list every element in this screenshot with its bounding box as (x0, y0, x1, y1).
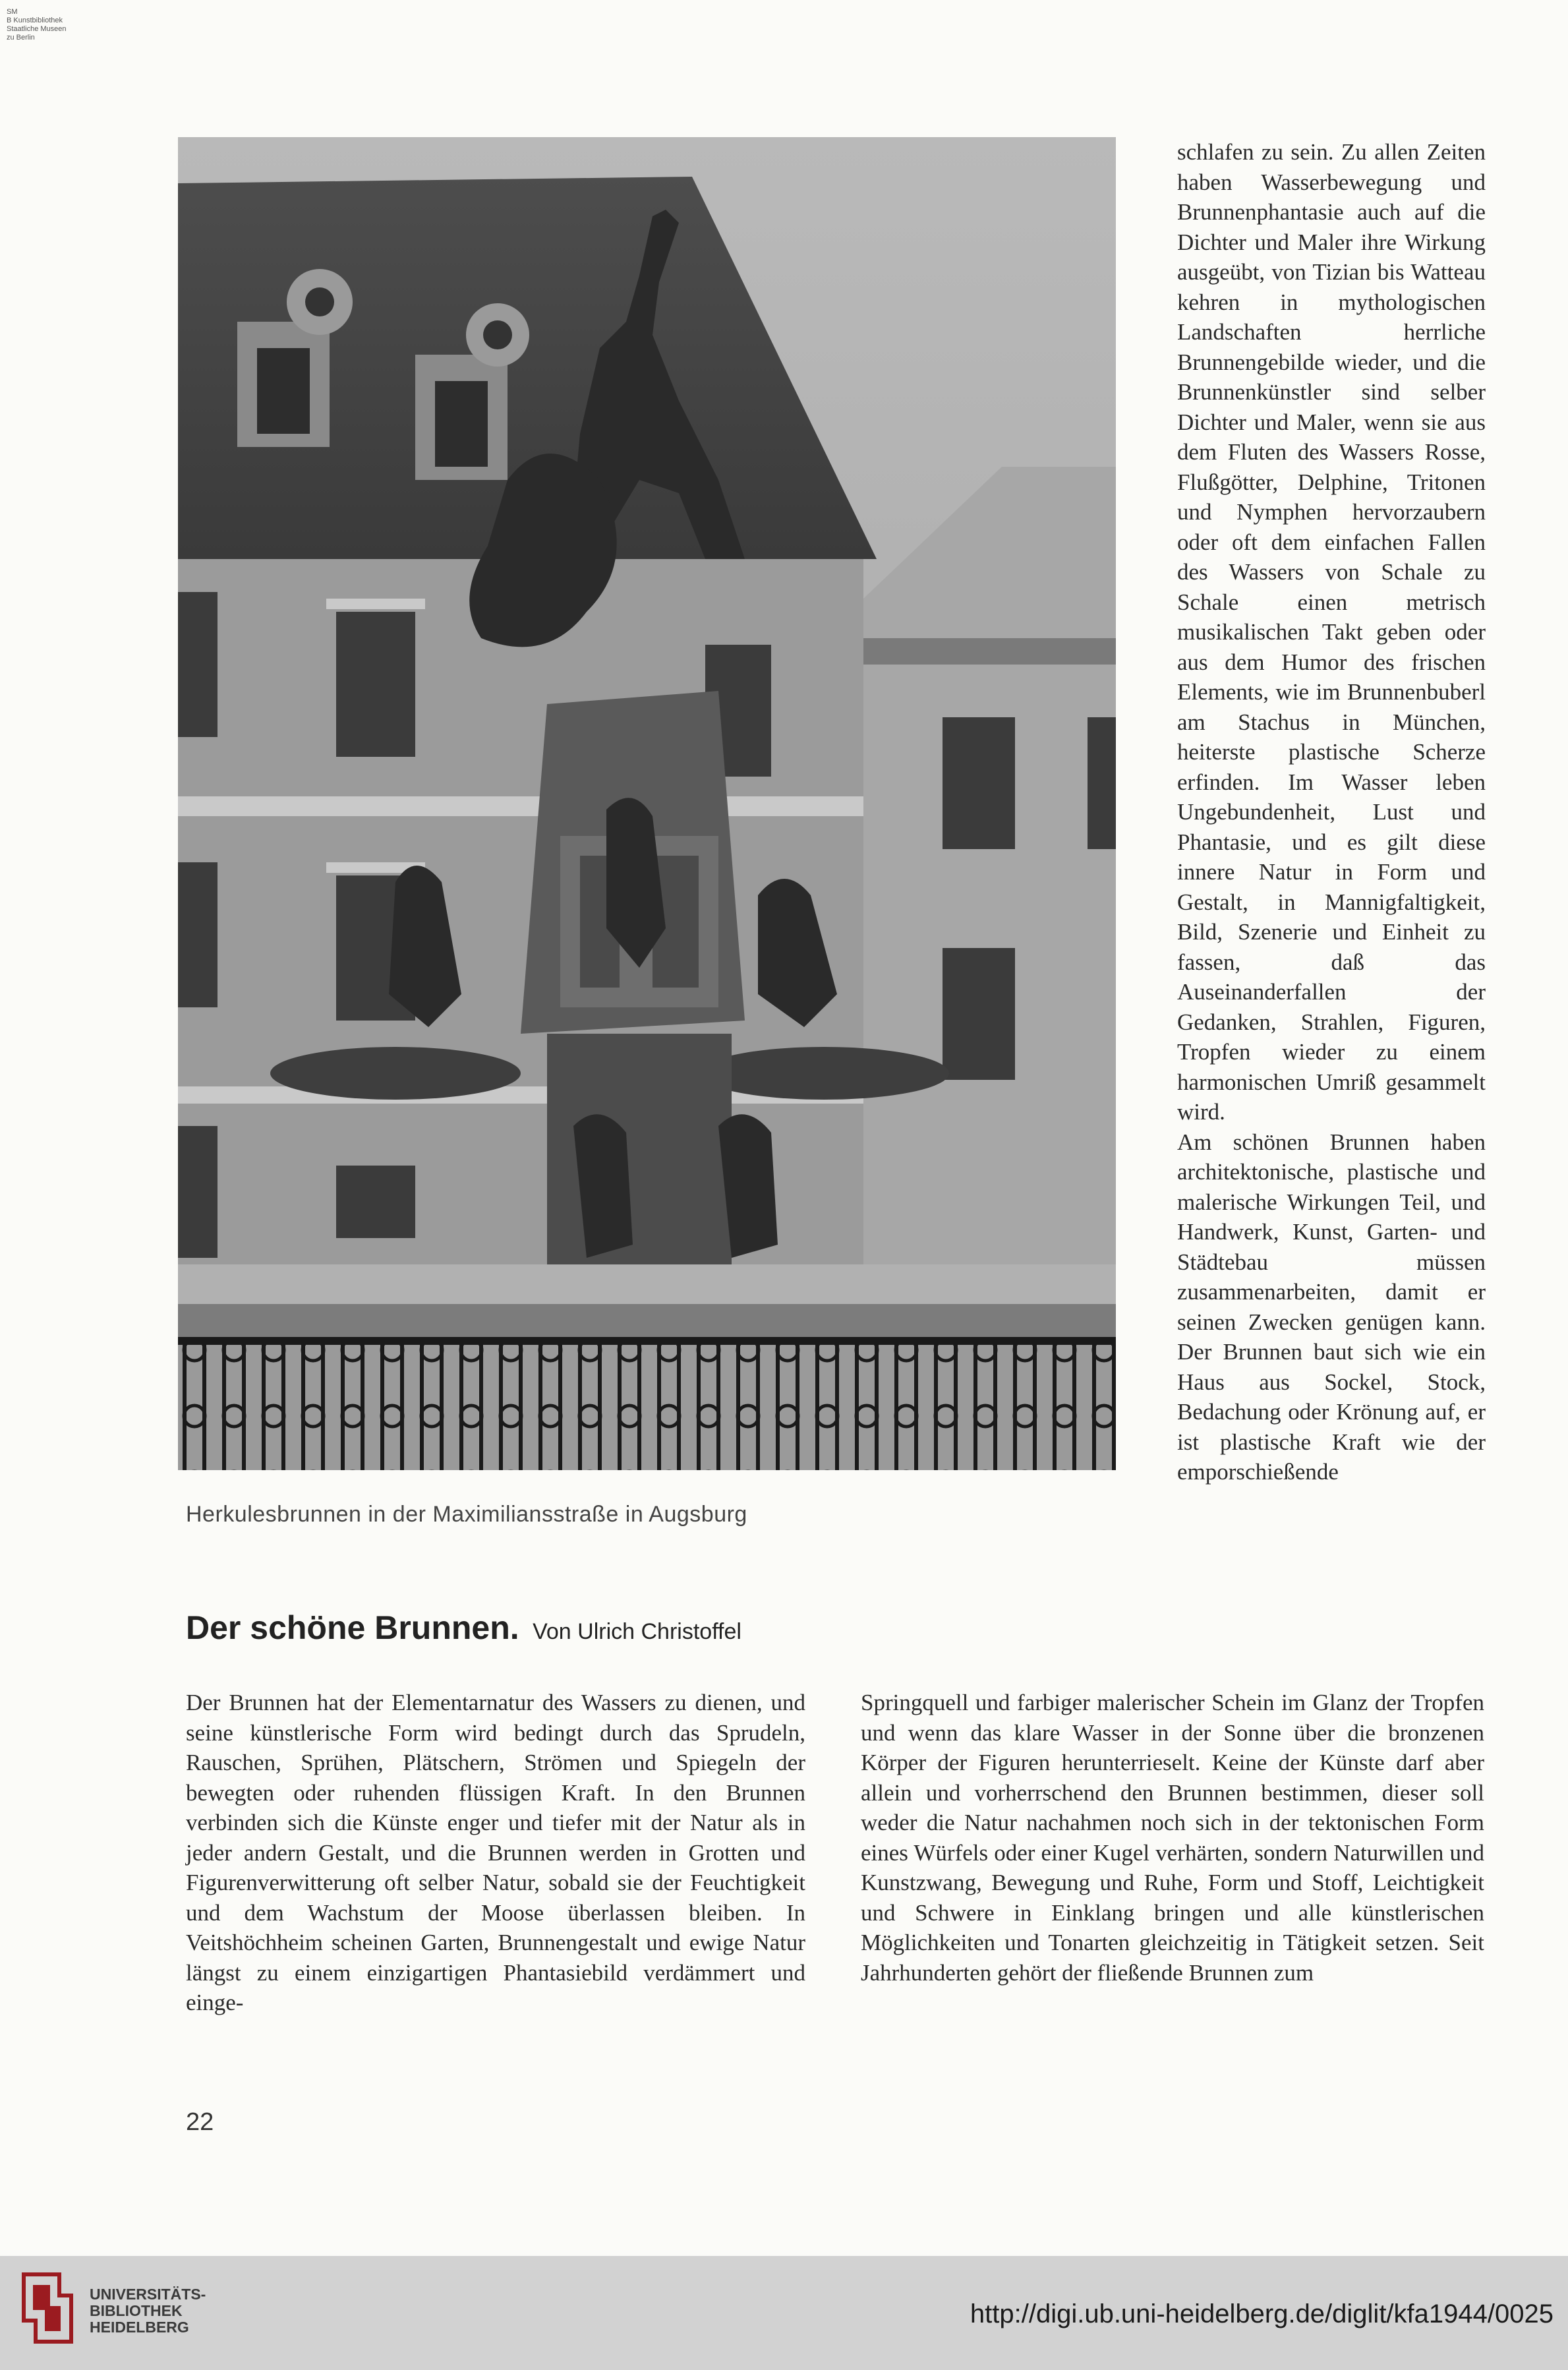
library-stamp (7, 8, 67, 42)
article-author: Von Ulrich Christoffel (533, 1619, 741, 1644)
paragraph: Springquell und farbiger malerischer Schein im Glanz der Tropfen und wenn das klare Wasser in der Sonne über die bronzenen Körper der Figuren herunterrieselt. Keine der Künste darf aber allein und vorherrschend den Brunnen bestimmen, dieser soll weder die Natur nachahmen noch sich in der tektonischen Form eines Würfels oder einer Kugel verhärten, sondern Naturwillen und Kunstzwang, Bewegung und Ruhe, Form und Stoff, Leichtigkeit und Schwere in Einklang bringen und alle künstlerischen Möglichkeiten und Tonarten gleichzeitig in Tätigkeit setzen. Seit Jahrhunderten gehört der fließende Brunnen zum (861, 1690, 1484, 1986)
text-column-narrow (1177, 137, 1486, 1487)
stamp-line: B Kunstbibliothek (7, 16, 63, 24)
library-name (90, 2286, 206, 2336)
figure-caption: Herkulesbrunnen in der Maximiliansstraße in Augsburg (186, 1502, 747, 1527)
library-name-line: BIBLIOTHEK (90, 2302, 183, 2319)
paragraph: Am schönen Brunnen haben architektonische, plastische und malerische Wirkungen Teil, und Handwerk, Kunst, Garten- und Städtebau müssen zusammenarbeiten, damit er seinen Zwecken genügen kann. Der Brunnen baut sich wie ein Haus aus Sockel, Stock, Bedachung oder Krönung auf, er ist plastische Kraft wie der emporschießende (1177, 1129, 1486, 1485)
paragraph: Der Brunnen hat der Elementarnatur des Wassers zu dienen, und seine künstlerische Form wird bedingt durch das Sprudeln, Rauschen, Sprühen, Plätschern, Strömen und Spiegeln der bewegten oder ruhenden flüssigen Kraft. In den Brunnen verbinden sich die Künste enger und tiefer mit der Natur als in jeder andern Gestalt, und die Brunnen werden in Grotten und Figurenverwitterung oft selber Natur, sobald sie der Feuchtigkeit und dem Wachstum der Moose überlassen bleiben. In Veitshöchheim scheinen Garten, Brunnengestalt und ewige Natur längst zu einem einzigartigen Phantasiebild verdämmert und einge- (186, 1690, 805, 2015)
permalink-url[interactable]: http://digi.ub.uni-heidelberg.de/diglit/kfa1944/0025 (970, 2299, 1553, 2328)
university-logo-icon (20, 2269, 75, 2347)
digitization-footer (0, 2256, 1568, 2370)
article-title: Der schöne Brunnen. (186, 1609, 519, 1646)
text-column-right (861, 1688, 1484, 1988)
stamp-line: zu Berlin (7, 34, 35, 42)
stamp-line: Staatliche Museen (7, 25, 67, 33)
text-column-left (186, 1688, 805, 2018)
library-name-line: HEIDELBERG (90, 2319, 189, 2336)
stamp-line: SM (7, 8, 18, 16)
library-name-line: UNIVERSITÄTS- (90, 2286, 206, 2303)
page-number: 22 (186, 2108, 214, 2136)
article-heading (186, 1609, 741, 1647)
fountain-photograph (178, 137, 1116, 1470)
paragraph: schlafen zu sein. Zu allen Zeiten haben Wasserbewegung und Brunnenphantasie auch auf die Dichter und Maler ihre Wirkung ausgeübt, von Tizian bis Watteau kehren in mythologischen Landschaften herrliche Brunnengebilde wieder, und die Brunnenkünstler sind selber Dichter und Maler, wenn sie aus dem Fluten des Wassers Rosse, Flußgötter, Delphine, Tritonen und Nymphen hervorzaubern oder oft dem einfachen Fallen des Wassers von Schale zu Schale einen metrisch musikalischen Takt geben oder aus dem Humor des frischen Elements, wie im Brunnenbuberl am Stachus in München, heiterste plastische Scherze erfinden. Im Wasser leben Ungebundenheit, Lust und Phantasie, und es gilt diese innere Natur in Form und Gestalt, in Mannigfaltigkeit, Bild, Szenerie und Einheit zu fassen, daß das Auseinanderfallen der Gedanken, Strahlen, Figuren, Tropfen wieder zu einem harmonischen Umriß gesammelt wird. (1177, 139, 1486, 1125)
